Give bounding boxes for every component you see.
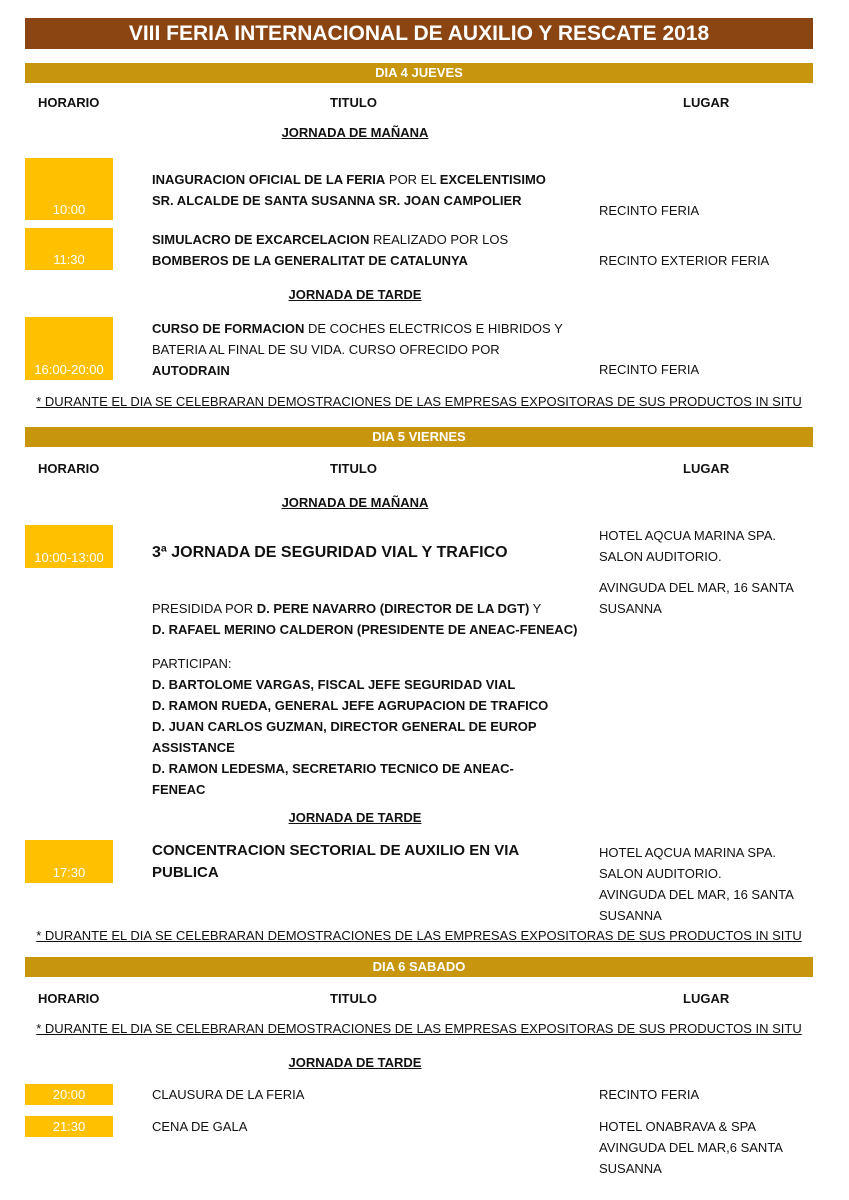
- column-header-titulo: TITULO: [330, 95, 377, 110]
- day-header-6: DIA 6 SABADO: [25, 957, 813, 977]
- participant: D. RAMON LEDESMA, SECRETARIO TECNICO DE ANEAC-: [152, 761, 514, 776]
- presidency-text: D. PERE NAVARRO (DIRECTOR DE LA DGT): [256, 601, 530, 616]
- event-place-line: HOTEL ONABRAVA & SPA: [599, 1119, 757, 1134]
- event-place-line: SUSANNA: [599, 601, 662, 616]
- participant: FENEAC: [152, 782, 206, 797]
- day-note: * DURANTE EL DIA SE CELEBRARAN DEMOSTRACIONES DE LAS EMPRESAS EXPOSITORAS DE SUS PRODUCTOS IN SITU: [36, 394, 802, 409]
- event-place-line: SUSANNA: [599, 908, 662, 923]
- event-place-line: HOTEL AQCUA MARINA SPA.: [599, 845, 776, 860]
- section-afternoon: JORNADA DE TARDE: [288, 287, 422, 302]
- event-title-part: AUTODRAIN: [152, 363, 230, 378]
- event-place-line: SALON AUDITORIO.: [599, 549, 722, 564]
- event-place: RECINTO FERIA: [599, 1087, 700, 1102]
- section-afternoon: JORNADA DE TARDE: [288, 1055, 422, 1070]
- time-slot: [25, 228, 113, 270]
- participant: ASSISTANCE: [152, 740, 235, 755]
- participants-list: [152, 653, 592, 800]
- event-title-part: SIMULACRO DE EXCARCELACION: [152, 232, 370, 247]
- event-title-part: SR. ALCALDE DE SANTA SUSANNA SR. JOAN CAMPOLIER: [152, 193, 522, 208]
- event-title-part: INAGURACION OFICIAL DE LA FERIA: [152, 172, 386, 187]
- time-slot: [25, 840, 113, 883]
- event-place: RECINTO EXTERIOR FERIA: [599, 253, 770, 268]
- event-presidency: [152, 598, 592, 640]
- event-place-line: SUSANNA: [599, 1161, 662, 1176]
- section-afternoon: JORNADA DE TARDE: [288, 810, 422, 825]
- time-label: 21:30: [52, 1119, 86, 1134]
- event-title-part: BOMBEROS DE LA GENERALITAT DE CATALUNYA: [152, 253, 468, 268]
- participant: D. RAMON RUEDA, GENERAL JEFE AGRUPACION DE TRAFICO: [152, 698, 549, 713]
- time-label: 11:30: [53, 252, 85, 267]
- presidency-text: D. RAFAEL MERINO CALDERON (PRESIDENTE DE ANEAC-FENEAC): [152, 622, 578, 637]
- time-slot: [25, 525, 113, 568]
- event-place: RECINTO FERIA: [599, 203, 700, 218]
- event-title: [152, 318, 592, 381]
- event-title: [152, 840, 572, 884]
- time-label: 10:00: [52, 202, 86, 217]
- event-title-part: REALIZADO POR LOS: [369, 232, 509, 247]
- column-header-horario: HORARIO: [38, 461, 100, 476]
- event-title-part: CURSO DE FORMACION: [152, 321, 305, 336]
- column-header-lugar: LUGAR: [683, 991, 730, 1006]
- presidency-text: PRESIDIDA POR: [152, 601, 257, 616]
- time-slot: [25, 158, 113, 220]
- event-place-line: AVINGUDA DEL MAR,6 SANTA: [599, 1140, 783, 1155]
- day-header-5: DIA 5 VIERNES: [25, 427, 813, 447]
- time-slot: [25, 1116, 113, 1137]
- time-label: 20:00: [52, 1087, 86, 1102]
- event-title: 3ª JORNADA DE SEGURIDAD VIAL Y TRAFICO: [152, 544, 508, 561]
- day-header-4: DIA 4 JUEVES: [25, 63, 813, 83]
- time-label: 16:00-20:00: [34, 362, 104, 377]
- participants-label: PARTICIPAN:: [152, 656, 232, 671]
- event-title-part: CONCENTRACION SECTORIAL DE AUXILIO EN VIA: [152, 842, 520, 859]
- time-slot: [25, 317, 113, 380]
- event-place-line: HOTEL AQCUA MARINA SPA.: [599, 528, 776, 543]
- event-title-part: DE COCHES ELECTRICOS E HIBRIDOS Y: [304, 321, 563, 336]
- column-header-lugar: LUGAR: [683, 95, 730, 110]
- event-title: CENA DE GALA: [152, 1119, 248, 1134]
- column-header-horario: HORARIO: [38, 95, 100, 110]
- time-label: 10:00-13:00: [34, 550, 104, 565]
- column-header-horario: HORARIO: [38, 991, 100, 1006]
- section-morning: JORNADA DE MAÑANA: [281, 125, 429, 140]
- column-header-titulo: TITULO: [330, 461, 377, 476]
- participant: D. JUAN CARLOS GUZMAN, DIRECTOR GENERAL DE EUROP: [152, 719, 537, 734]
- event-place-line: AVINGUDA DEL MAR, 16 SANTA: [599, 887, 794, 902]
- participant: D. BARTOLOME VARGAS, FISCAL JEFE SEGURIDAD VIAL: [152, 677, 516, 692]
- day-note: * DURANTE EL DIA SE CELEBRARAN DEMOSTRACIONES DE LAS EMPRESAS EXPOSITORAS DE SUS PRODUCTOS IN SITU: [36, 928, 802, 943]
- event-title: [152, 229, 592, 271]
- event-place: RECINTO FERIA: [599, 362, 700, 377]
- presidency-text: Y: [529, 601, 542, 616]
- event-title-part: POR EL: [385, 172, 440, 187]
- event-title-part: EXCELENTISIMO: [439, 172, 546, 187]
- column-header-titulo: TITULO: [330, 991, 377, 1006]
- column-header-lugar: LUGAR: [683, 461, 730, 476]
- page-title: VIII FERIA INTERNACIONAL DE AUXILIO Y RESCATE 2018: [25, 18, 813, 49]
- event-title: [152, 169, 592, 211]
- day-note: * DURANTE EL DIA SE CELEBRARAN DEMOSTRACIONES DE LAS EMPRESAS EXPOSITORAS DE SUS PRODUCTOS IN SITU: [36, 1021, 802, 1036]
- event-title-part: BATERIA AL FINAL DE SU VIDA. CURSO OFRECIDO POR: [152, 342, 500, 357]
- time-label: 17:30: [52, 865, 86, 880]
- time-slot: [25, 1084, 113, 1105]
- event-title-part: PUBLICA: [152, 864, 219, 881]
- event-title: CLAUSURA DE LA FERIA: [152, 1087, 305, 1102]
- section-morning: JORNADA DE MAÑANA: [281, 495, 429, 510]
- event-place-line: AVINGUDA DEL MAR, 16 SANTA: [599, 580, 794, 595]
- event-place-line: SALON AUDITORIO.: [599, 866, 722, 881]
